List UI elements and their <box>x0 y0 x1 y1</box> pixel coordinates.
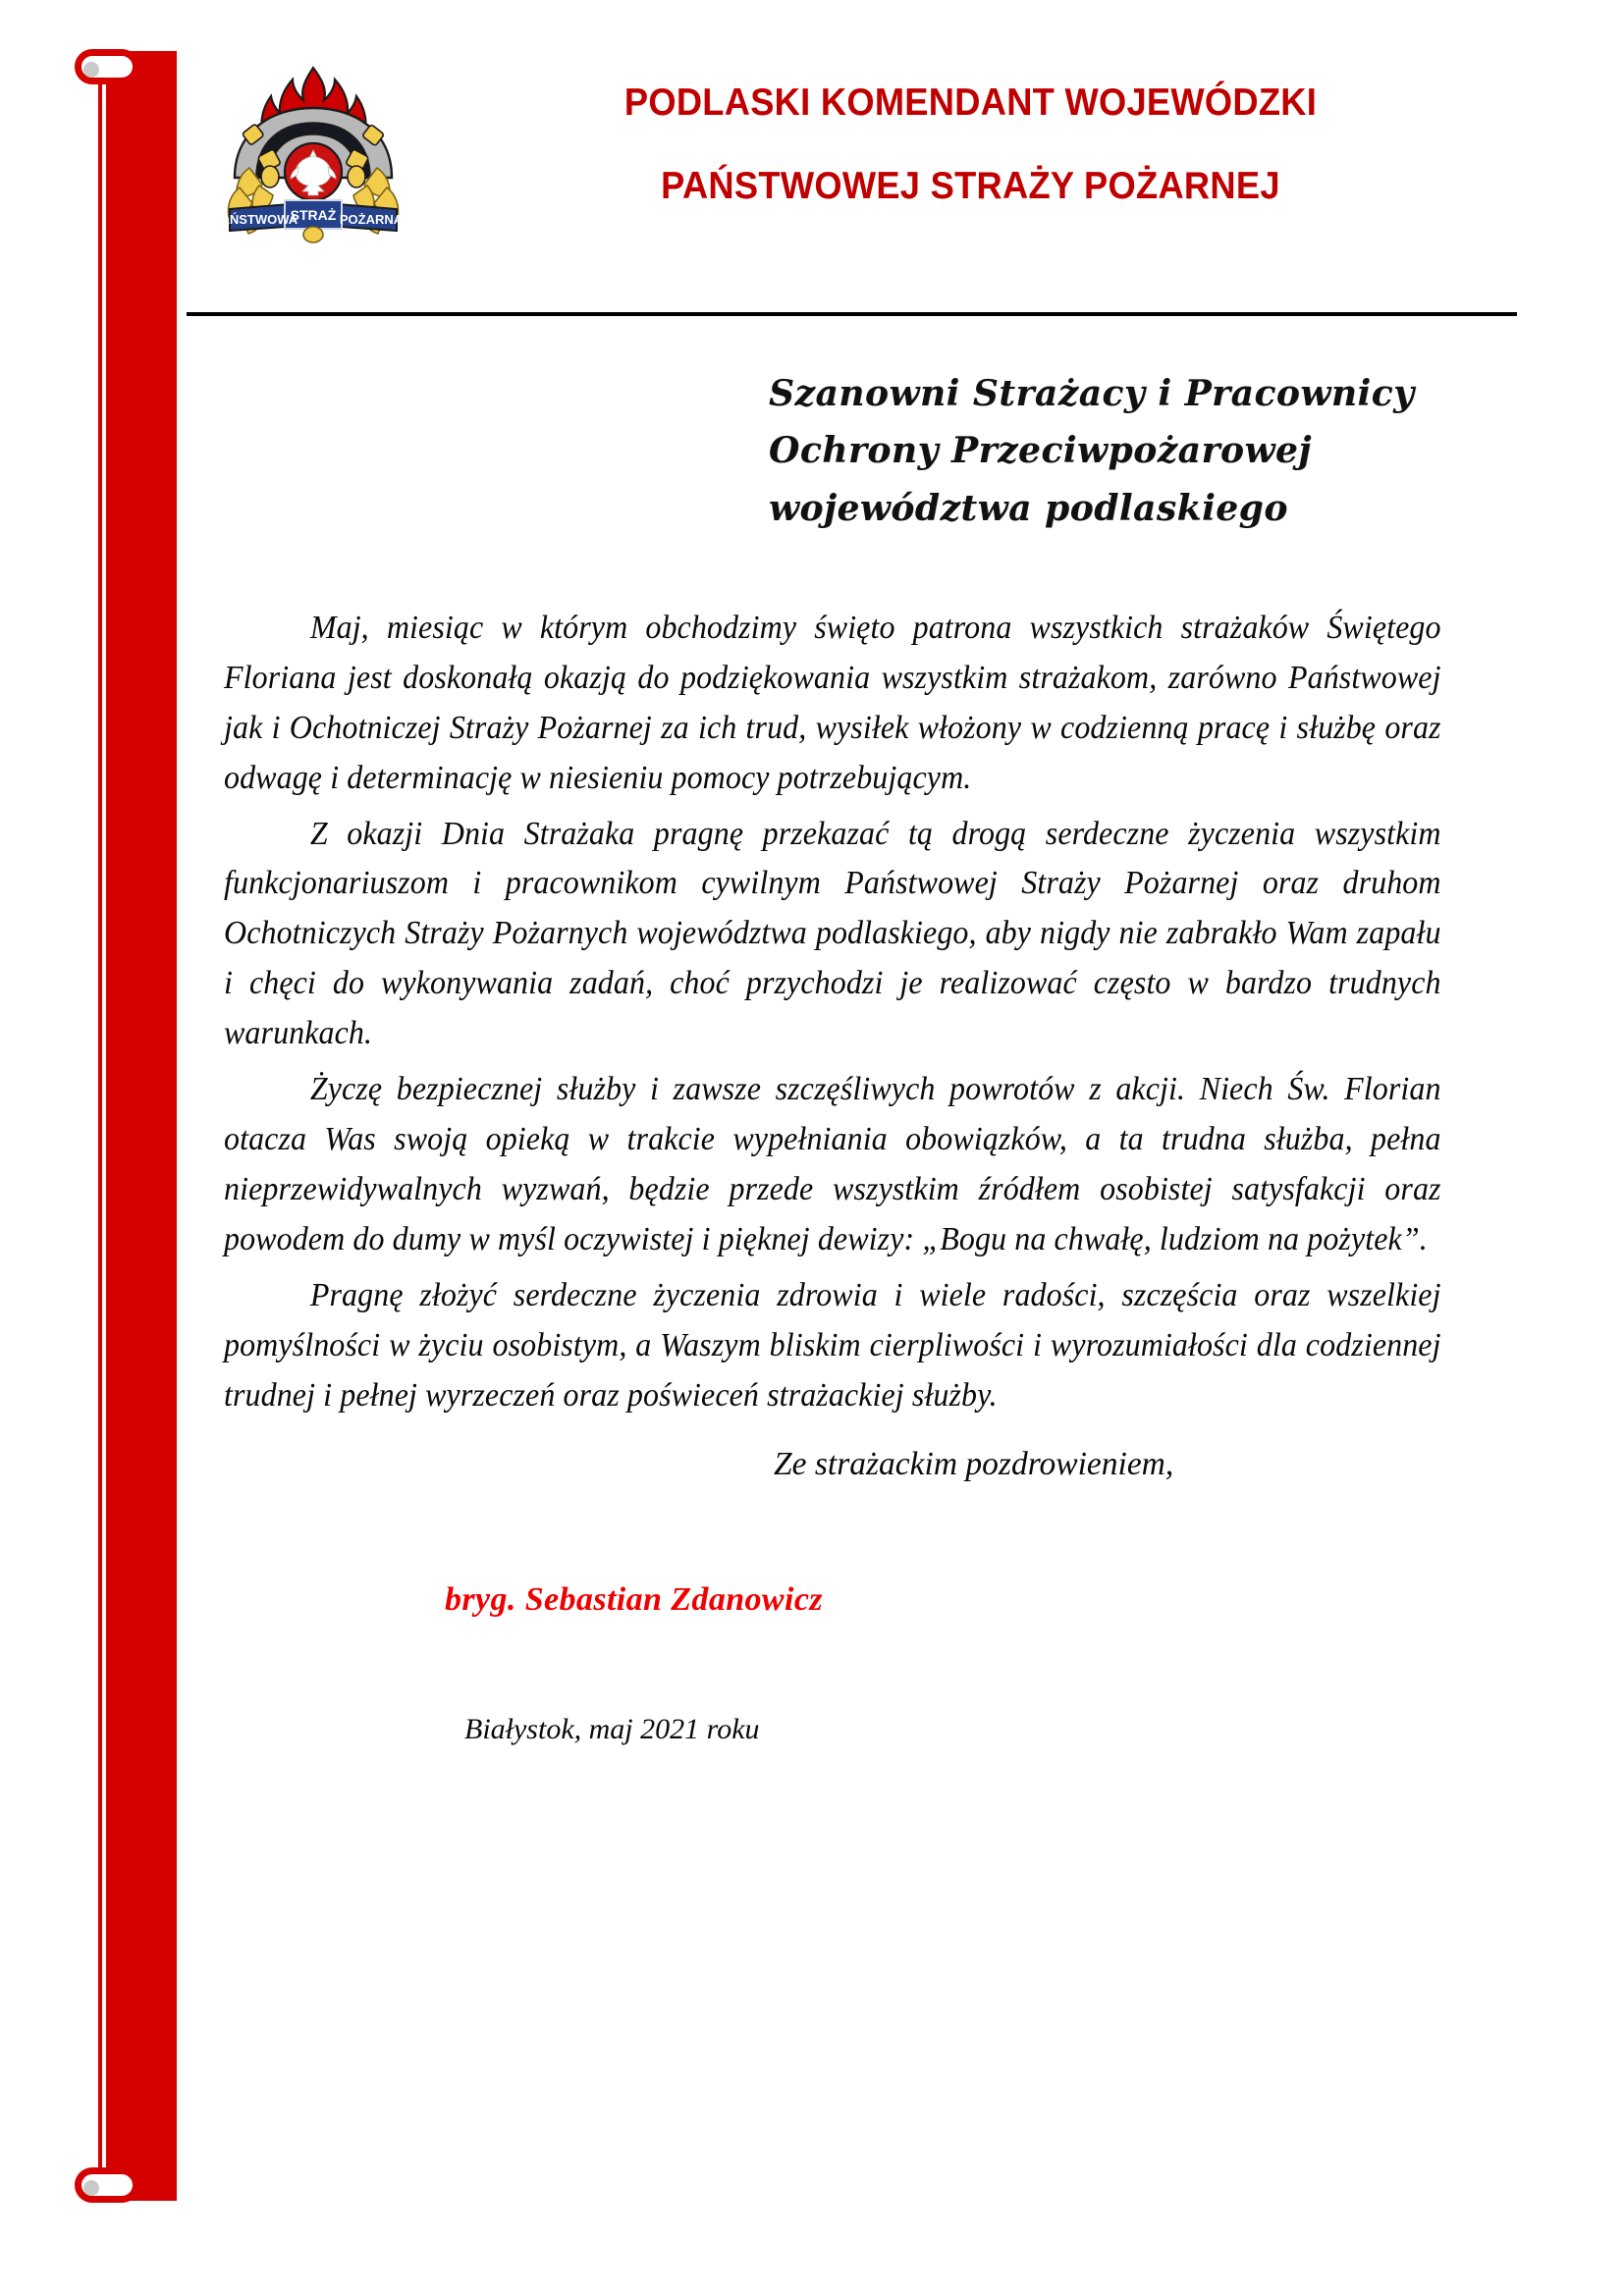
emblem-banner-center: STRAŻ <box>290 207 337 223</box>
signature-name: bryg. Sebastian Zdanowicz <box>445 1581 823 1619</box>
salutation-line-2: Ochrony Przeciwpożarowej <box>769 430 1312 472</box>
ribbon-hairline <box>98 69 102 2183</box>
left-ribbon-decoration <box>59 51 177 2201</box>
psp-emblem-icon <box>208 62 419 243</box>
paragraph: Pragnę złożyć serdeczne życzenia zdrowia i wiele radości, szczęścia oraz wszelkiej pomyślności w życiu osobistym, a Waszym bliskim cierpliwości i wyrozumiałości dla codziennej trudnej i pełnej wyrzeczeń oraz poświeceń strażackiej służby. <box>224 1276 1441 1414</box>
ribbon-band <box>106 51 177 2201</box>
emblem-banner-left: PAŃSTWOWA <box>212 212 298 227</box>
header-title-block <box>419 54 1561 207</box>
salutation-line-1: Szanowni Strażacy i Pracownicy <box>769 373 1415 414</box>
salutation-block <box>769 365 1498 537</box>
paragraph: Życzę bezpiecznej służby i zawsze szczęśliwych powrotów z akcji. Niech Św. Florian otacza Was swoją opieką w trakcie wypełniania obowiązków, a ta trudna służba, pełna nieprzewidywalnych wyzwań, będzie przede wszystkim źródłem osobistej satysfakcji oraz powodem do dumy w myśl oczywistej i pięknej dewizy: „Bogu na chwałę, ludziom na pożytek”. <box>224 1071 1441 1257</box>
letter-body <box>224 365 1498 1746</box>
place-and-date: Białystok, maj 2021 roku <box>464 1713 760 1746</box>
paragraph: Z okazji Dnia Strażaka pragnę przekazać tą drogą serdeczne życzenia wszystkim funkcjonariuszom i pracownikom cywilnym Państwowej Straży Pożarnej oraz druhom Ochotniczych Straży Pożarnych województwa podlaskiego, aby nigdy nie zabrakło Wam zapału i chęci do wykonywania zadań, choć przychodzi je realizować często w bardzo trudnych warunkach. <box>224 815 1441 1052</box>
letterhead-header <box>187 54 1561 226</box>
header-divider-rule <box>187 312 1517 316</box>
letter-paragraphs <box>224 604 1498 1421</box>
salutation-line-3: województwa podlaskiego <box>769 487 1288 529</box>
closing-line: Ze strażackim pozdrowieniem, <box>774 1446 1174 1483</box>
ribbon-scroll-bottom-icon <box>75 2167 139 2203</box>
emblem-banner-right: POŻARNA <box>339 212 404 227</box>
header-title-line-2: PAŃSTWOWEJ STRAŻY POŻARNEJ <box>661 164 1280 207</box>
paragraph: Maj, miesiąc w którym obchodzimy święto patrona wszystkich strażaków Świętego Floriana jest doskonałą okazją do podziękowania wszystkim strażakom, zarówno Państwowej jak i Ochotniczej Straży Pożarnej za ich trud, wysiłek włożony w codzienną pracę i służbę oraz odwagę i determinację w niesieniu pomocy potrzebującym. <box>224 609 1441 796</box>
ribbon-scroll-top-icon <box>75 49 139 84</box>
header-title-line-1: PODLASKI KOMENDANT WOJEWÓDZKI <box>623 81 1318 124</box>
